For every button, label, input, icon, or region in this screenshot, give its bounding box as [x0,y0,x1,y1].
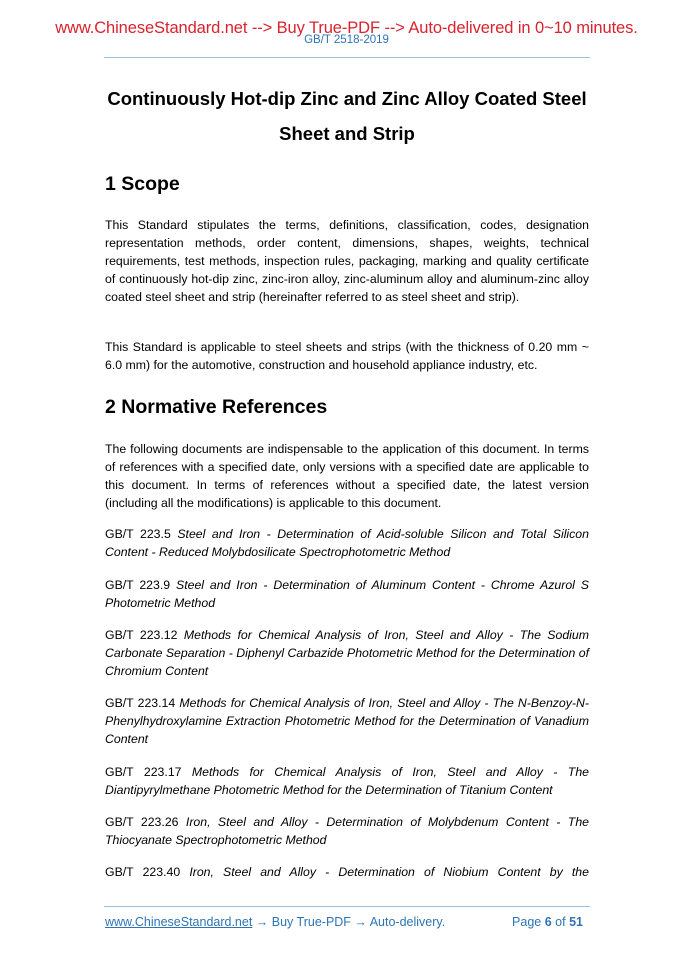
scope-paragraph-1: This Standard stipulates the terms, definitions, classification, codes, designation representation methods, order content, dimensions, shapes, weights, technical requirements, test methods, inspection rules, packaging, marking and quality certificate of continuously hot-dip zinc, zinc-iron alloy, zinc-aluminum alloy and aluminum-zinc alloy coated steel sheet and strip (hereinafter referred to as steel sheet and strip). [105,218,589,304]
reference-title: Methods for Chemical Analysis of Iron, Steel and Alloy - The Diantipyrylmethane Photometric Method for the Determination of Titanium Content [105,765,589,797]
reference-title: Methods for Chemical Analysis of Iron, Steel and Alloy - The Sodium Carbonate Separation - Diphenyl Carbazide Photometric Method for the Determination of Chromium Content [105,628,589,678]
footer-site-link[interactable]: www.ChineseStandard.net [105,915,253,929]
page-current: 6 [544,915,552,929]
reference-code: GB/T 223.12 [105,628,178,642]
reference-code: GB/T 223.40 [105,865,181,879]
reference-code: GB/T 223.17 [105,765,182,779]
scope-paragraph-2: This Standard is applicable to steel sheets and strips (with the thickness of 0.20 mm ~ 6.0 mm) for the automotive, construction and household appliance industry, etc. [105,340,589,372]
reference-item [105,525,589,561]
reference-title: Methods for Chemical Analysis of Iron, Steel and Alloy - The N-Benzoy-N-Phenylhydroxylamine Extraction Photometric Method for the Determination of Vanadium Content [105,696,589,746]
reference-title: Steel and Iron - Determination of Aluminum Content - Chrome Azurol S Photometric Method [105,578,589,610]
section-heading-normative-references: 2 Normative References [105,396,328,418]
references-intro-paragraph: The following documents are indispensable to the application of this document. In terms of references with a specified date, only versions with a specified date are applicable to this document. In terms of references without a specified date, the latest version (including all the modifications) is applicable to this document. [105,442,589,510]
reference-item [105,694,589,748]
reference-title: Iron, Steel and Alloy - Determination of Niobium Content by the [189,865,589,879]
page-total: 51 [569,915,583,929]
footer-divider [104,906,590,907]
reference-title: Steel and Iron - Determination of Acid-soluble Silicon and Total Silicon Content - Reduced Molybdosilicate Spectrophotometric Method [105,527,589,559]
reference-code: GB/T 223.5 [105,527,171,541]
page-footer [105,915,589,929]
reference-item [105,576,589,612]
document-title-line2: Sheet and Strip [279,123,415,144]
header-divider [104,57,590,58]
reference-item [105,763,589,799]
reference-item [105,863,589,881]
reference-title: Iron, Steel and Alloy - Determination of Molybdenum Content - The Thiocyanate Spectrophotometric Method [105,815,589,847]
footer-tagline: → Buy True-PDF → Auto-delivery. [252,915,446,929]
reference-code: GB/T 223.26 [105,815,179,829]
document-title-line1: Continuously Hot-dip Zinc and Zinc Alloy Coated Steel [107,88,587,109]
reference-code: GB/T 223.9 [105,578,171,592]
reference-item [105,626,589,680]
reference-item [105,813,589,849]
page-indicator [512,915,583,929]
section-heading-scope: 1 Scope [105,173,180,195]
promo-banner[interactable]: www.ChineseStandard.net --> Buy True-PDF --> Auto-delivered in 0~10 minutes. [55,19,638,37]
reference-code: GB/T 223.14 [105,696,176,710]
standard-code-header: GB/T 2518-2019 [304,34,389,46]
page-label: Page [512,915,542,929]
page-of-label: of [555,915,566,929]
